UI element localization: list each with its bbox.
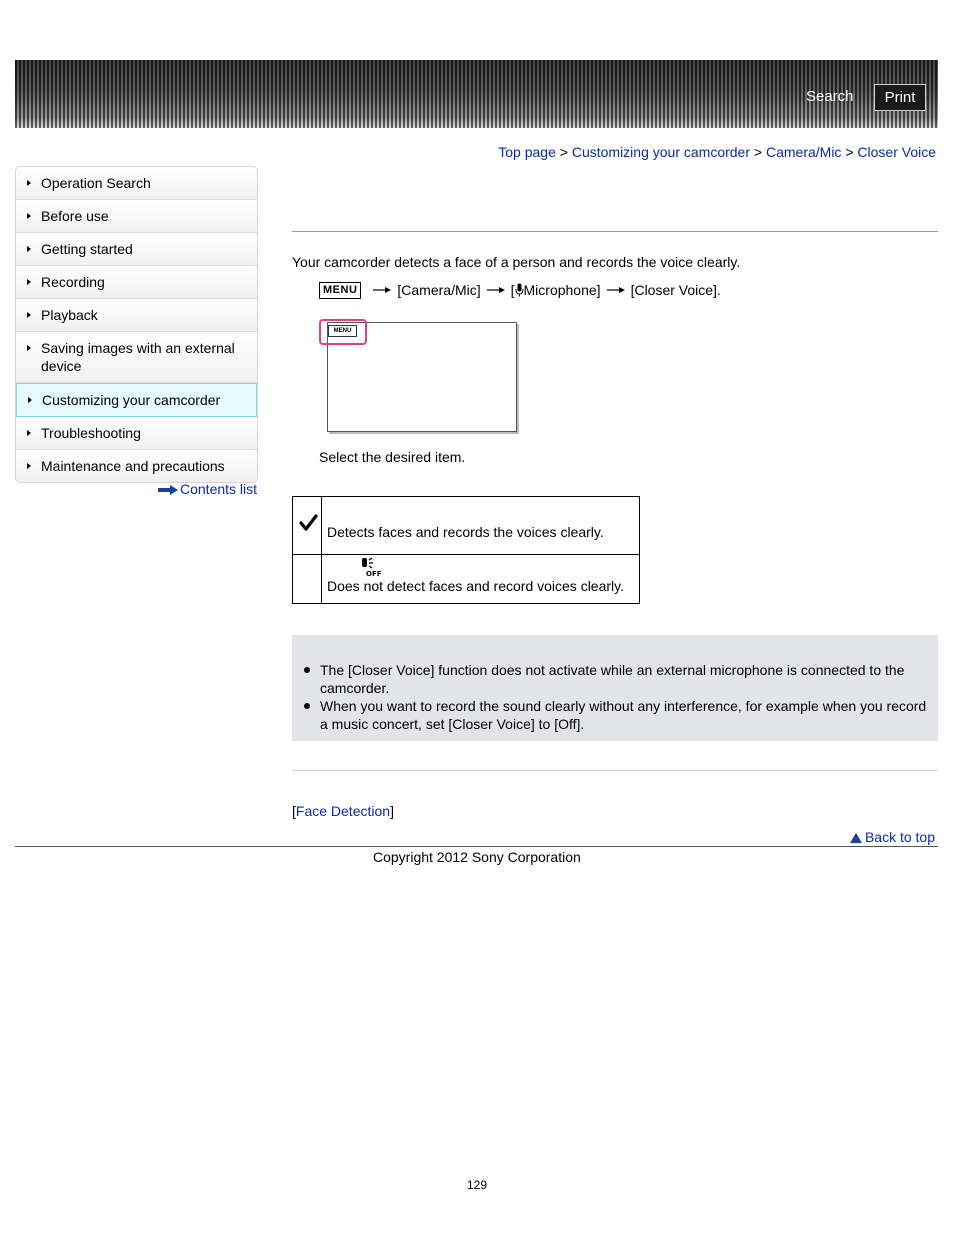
triangle-right-icon (27, 246, 31, 252)
menu-step-closer-voice: [Closer Voice]. (630, 282, 721, 298)
option-icon-cell (293, 497, 322, 555)
notes-box (292, 635, 938, 741)
triangle-right-icon (27, 430, 31, 436)
sidebar-item-label: Playback (41, 307, 98, 323)
sidebar-item-getting-started[interactable] (16, 233, 257, 266)
menu-step-bracket: [ (510, 282, 515, 298)
header-bar (15, 60, 938, 128)
breadcrumb-closer-voice[interactable]: Closer Voice (857, 144, 936, 160)
breadcrumb-separator: > (841, 144, 858, 160)
note-text: The [Closer Voice] function does not activate while an external microphone is connected to the camcorder. (320, 662, 905, 696)
print-button[interactable]: Print (874, 84, 926, 111)
divider (292, 231, 938, 232)
related-bracket-close: ] (390, 803, 394, 819)
back-to-top-label: Back to top (864, 829, 935, 845)
option-description-cell (322, 497, 640, 555)
triangle-right-icon (27, 463, 31, 469)
arrow-right-icon (487, 286, 505, 294)
microphone-icon (515, 283, 524, 297)
menu-button-icon: MENU (319, 282, 361, 299)
divider (292, 770, 938, 771)
arrow-right-icon (158, 485, 178, 495)
contents-list-label: Contents list (180, 481, 258, 497)
svg-text:OFF: OFF (366, 570, 382, 577)
breadcrumb-camera-mic[interactable]: Camera/Mic (765, 144, 842, 160)
sidebar-item-operation-search[interactable] (16, 167, 257, 200)
table-row (293, 555, 640, 604)
intro-text: Your camcorder detects a face of a person and records the voice clearly. (292, 254, 741, 270)
sidebar-item-label: Recording (41, 274, 105, 290)
triangle-right-icon (27, 213, 31, 219)
table-row (293, 497, 640, 555)
checkmark-icon (299, 514, 319, 532)
breadcrumb-separator: > (750, 144, 766, 160)
bullet-icon (304, 703, 310, 709)
back-to-top-link[interactable] (850, 829, 935, 845)
menu-step-camera-mic: [Camera/Mic] (397, 282, 481, 298)
sidebar-item-label: Troubleshooting (41, 425, 141, 441)
related-bracket-open: [ (292, 803, 296, 819)
menu-step-microphone: Microphone] (523, 282, 601, 298)
footer-divider (15, 846, 938, 847)
triangle-right-icon (27, 180, 31, 186)
sidebar-item-troubleshooting[interactable] (16, 417, 257, 450)
sidebar-nav (15, 166, 258, 483)
option-on-description: Detects faces and records the voices clearly. (327, 524, 604, 540)
sidebar-item-label: Before use (41, 208, 109, 224)
triangle-right-icon (27, 345, 31, 351)
arrow-right-icon (373, 286, 391, 294)
closer-voice-off-icon (360, 557, 382, 577)
sidebar-item-before-use[interactable] (16, 200, 257, 233)
triangle-right-icon (28, 397, 32, 403)
option-off-description: Does not detect faces and record voices clearly. (327, 578, 625, 594)
sidebar-item-playback[interactable] (16, 299, 257, 332)
breadcrumb-top-page[interactable]: Top page (498, 144, 556, 160)
copyright-text: Copyright 2012 Sony Corporation (373, 849, 581, 865)
search-button[interactable]: Search (806, 88, 854, 105)
contents-list-link[interactable] (158, 481, 257, 497)
sidebar-item-label: Getting started (41, 241, 133, 257)
face-detection-link[interactable]: Face Detection (295, 803, 391, 819)
select-instruction: Select the desired item. (319, 449, 466, 465)
breadcrumb (498, 144, 936, 160)
sidebar-item-saving-images[interactable] (16, 332, 257, 383)
page-number: 129 (467, 1178, 488, 1192)
breadcrumb-separator: > (555, 144, 572, 160)
notes-list (302, 661, 927, 733)
sidebar-item-label: Operation Search (41, 175, 151, 191)
sidebar-item-label: Saving images with an external device (41, 340, 235, 374)
triangle-up-icon (850, 833, 862, 843)
bullet-icon (304, 667, 310, 673)
options-table (292, 496, 640, 604)
option-icon-cell (293, 555, 322, 604)
screen-menu-icon: MENU (328, 325, 357, 337)
menu-highlight (319, 319, 367, 345)
list-item (302, 661, 927, 697)
menu-path (319, 279, 721, 301)
list-item (302, 697, 927, 733)
option-description-cell (322, 555, 640, 604)
note-text: When you want to record the sound clearly without any interference, for example when you record a music concert, set [Closer Voice] to [Off]. (320, 698, 927, 732)
related-topics (292, 803, 394, 819)
triangle-right-icon (27, 312, 31, 318)
sidebar-item-label: Customizing your camcorder (42, 392, 221, 408)
sidebar-item-customizing[interactable] (16, 383, 257, 417)
sidebar-item-recording[interactable] (16, 266, 257, 299)
breadcrumb-customizing[interactable]: Customizing your camcorder (571, 144, 750, 160)
arrow-right-icon (607, 286, 625, 294)
sidebar-item-label: Maintenance and precautions (41, 458, 225, 474)
triangle-right-icon (27, 279, 31, 285)
sidebar-item-maintenance[interactable] (16, 450, 257, 482)
